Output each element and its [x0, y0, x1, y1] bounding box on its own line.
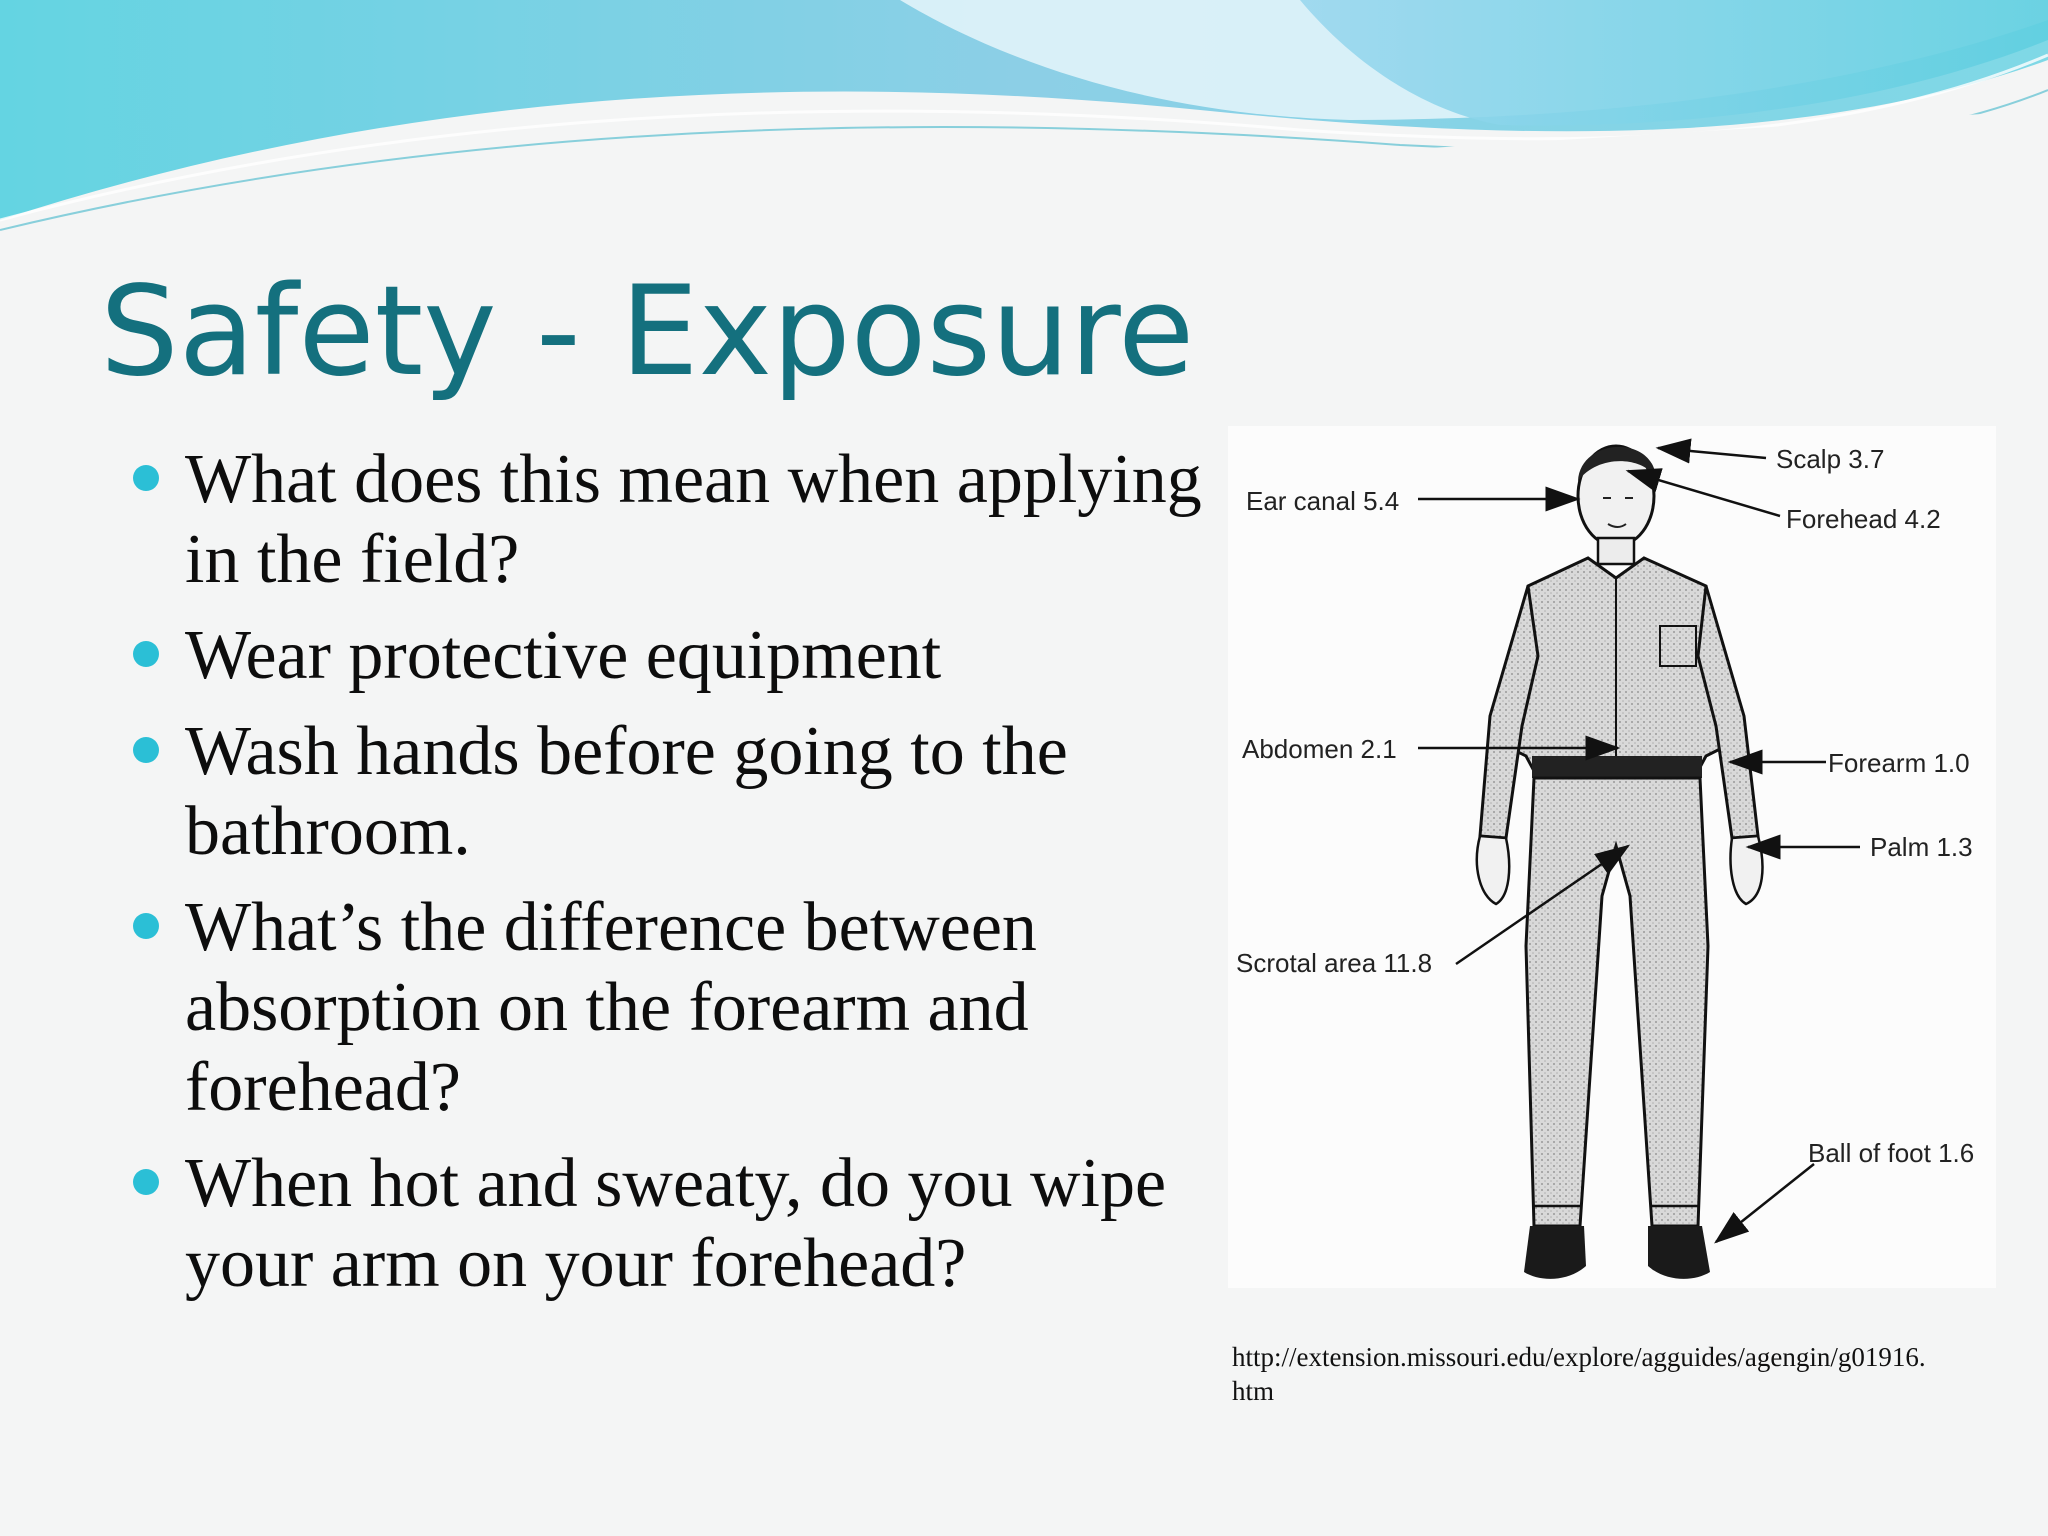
pants-shape: [1526, 778, 1708, 1226]
right-hand-shape: [1477, 836, 1509, 904]
bullet-dot-icon: [133, 465, 159, 491]
bullet-list: [125, 440, 1205, 1320]
label-forehead: Forehead 4.2: [1786, 504, 1941, 534]
bullet-item: [125, 712, 1205, 872]
scalp-arrow: [1658, 448, 1766, 458]
label-forearm: Forearm 1.0: [1828, 748, 1970, 778]
bullet-text: Wear protective equipment: [185, 617, 942, 694]
bullet-text: When hot and sweaty, do you wipe your arm on your forehead?: [185, 1145, 1167, 1302]
label-scrotal-area: Scrotal area 11.8: [1236, 948, 1433, 978]
slide-title: Safety - Exposure: [100, 260, 1195, 404]
belt-shape: [1532, 756, 1702, 778]
source-url-link[interactable]: http://extension.missouri.edu/explore/agguides/agengin/g01916.htm: [1232, 1342, 1926, 1406]
bullet-text: Wash hands before going to the bathroom.: [185, 713, 1068, 870]
label-ball-of-foot: Ball of foot 1.6: [1808, 1138, 1975, 1168]
header-wave-decoration: [0, 0, 2048, 240]
left-shoe-shape: [1648, 1226, 1710, 1279]
bullet-dot-icon: [133, 1169, 159, 1195]
bullet-dot-icon: [133, 641, 159, 667]
bullet-text: What does this mean when applying in the field?: [185, 441, 1202, 598]
bullet-item: [125, 888, 1205, 1128]
label-ear-canal: Ear canal 5.4: [1246, 486, 1400, 516]
ball-of-foot-arrow: [1716, 1164, 1814, 1242]
bullet-item: [125, 1144, 1205, 1304]
label-scalp: Scalp 3.7: [1776, 444, 1885, 474]
bullet-dot-icon: [133, 737, 159, 763]
label-palm: Palm 1.3: [1870, 832, 1973, 862]
body-absorption-figure: [1228, 426, 1996, 1288]
bullet-item: [125, 440, 1205, 600]
label-abdomen: Abdomen 2.1: [1242, 734, 1397, 764]
bullet-item: [125, 616, 1205, 696]
bullet-text: What’s the difference between absorption on the forearm and forehead?: [185, 889, 1037, 1126]
right-shoe-shape: [1524, 1226, 1586, 1279]
bullet-dot-icon: [133, 913, 159, 939]
